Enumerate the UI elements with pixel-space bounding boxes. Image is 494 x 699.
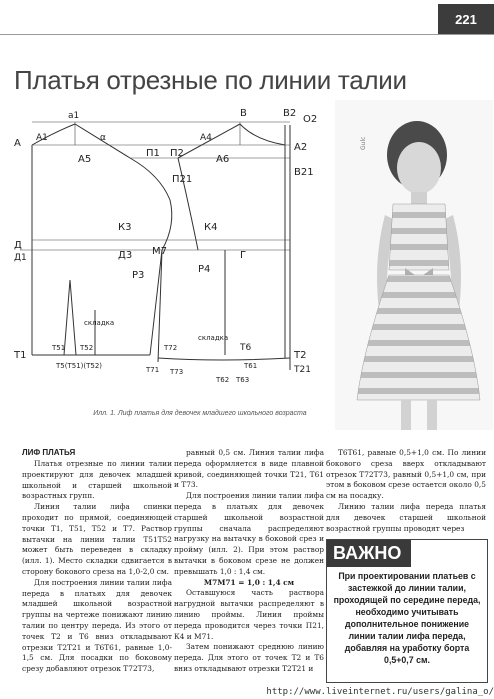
label-A4: A4 bbox=[200, 133, 212, 143]
text-column-3 bbox=[326, 448, 486, 534]
label-D: Д bbox=[14, 240, 22, 251]
label-P2: П2 bbox=[170, 148, 184, 159]
page-number: 221 bbox=[438, 4, 494, 34]
paragraph: Затем понижают среднюю линию переда. Для этого от точек Т2 и Т6 вниз откладывают отрезки Т2Т21 и bbox=[174, 642, 324, 673]
paragraph: Т6Т61, равные 0,5+1,0 см. По линии бокового среза вверх откладывают отрезок Т72Т73, равный 0,5+1,0 см, при этом в боковом срезе остается около 0,5 см на посадку. bbox=[326, 448, 486, 501]
label-T71: Т71 bbox=[146, 366, 160, 374]
paragraph: Платья отрезные по линии талии проектируют для девочек младшей школьной и старшей школьной возрастных групп. bbox=[22, 459, 172, 501]
paragraph: Для построения линии талии лифа переда в платьях для девочек старшей школьной возрастной группы сначала распределяют нагрузку на вытачку в боковой срез и пройму (илл. 2). При этом раствор вытачки в боковом срезе не должен превышать 1,0 : 1,4 см. bbox=[174, 491, 324, 576]
label-T72: Т72 bbox=[164, 344, 178, 352]
label-D1: Д1 bbox=[14, 253, 27, 263]
label-T1: Т1 bbox=[14, 350, 27, 361]
label-T61: Т61 bbox=[244, 362, 258, 370]
paragraph: Линию талии лифа переда платья для девочек старшей школьной возрастной группы проводят через bbox=[326, 501, 486, 533]
page-title: Платья отрезные по линии талии bbox=[14, 65, 407, 95]
label-D3: Д3 bbox=[118, 250, 133, 261]
label-K4: К4 bbox=[204, 222, 218, 233]
label-O2: O2 bbox=[303, 114, 318, 125]
paragraph: Линия талии лифа спинки проходит по прямой, соединяющей точки Т1, Т51, Т52 и Т7. Раствор вытачки на линии талии Т51Т52 может быть переведен в складку (илл. 1). Место складки сдвигается в сторону бокового среза на 1,0-2,0 см. bbox=[22, 502, 172, 576]
label-M7: М7 bbox=[152, 246, 167, 257]
label-A5: A5 bbox=[78, 154, 92, 165]
footer-url: http://www.liveinternet.ru/users/galina_o/ bbox=[266, 687, 494, 697]
paragraph: Для построения линии талии лифа переда в платьях для девочек младшей школьной возрастной группы на чертеже понижают линию талии по центру переда. Из этого от точек Т2 и Т6 вниз откладывают отрезки Т2Т21 и Т6Т61, равные 1,0-1,5 см. Для посадки по боковому срезу добавляют отрезок Т72Т73, bbox=[22, 577, 172, 674]
important-box bbox=[326, 539, 488, 683]
label-A6: A6 bbox=[216, 154, 230, 165]
label-T6: Т6 bbox=[240, 343, 252, 353]
label-A1: A1 bbox=[36, 133, 48, 143]
label-T52: Т52 bbox=[80, 344, 94, 352]
label-G: Г bbox=[240, 250, 247, 261]
bodice-draft-diagram bbox=[0, 100, 350, 410]
label-skladka-left: складка bbox=[84, 319, 115, 327]
important-box-title: ВАЖНО bbox=[327, 540, 411, 567]
label-A: A bbox=[14, 138, 21, 149]
label-T5-full: Т5(Т51)(Т52) bbox=[56, 362, 103, 370]
section-heading: ЛИФ ПЛАТЬЯ bbox=[22, 448, 76, 457]
important-box-text: При проектировании платьев с застежкой до линии талии, проходящей по середине переда, необходимо учитывать дополнительное понижение линии талии лифа переда, добавляя на уработку борта 0,5+0,7 см. bbox=[333, 571, 481, 665]
label-T62: Т62 bbox=[216, 376, 230, 384]
label-T21: Т21 bbox=[294, 365, 311, 375]
text-column-1 bbox=[22, 448, 172, 675]
label-T51: Т51 bbox=[52, 344, 66, 352]
photo-credit: Gulc bbox=[360, 136, 367, 150]
label-T63: Т63 bbox=[236, 376, 250, 384]
figure-caption: Илл. 1. Лиф платья для девочек младшего школьного возраста bbox=[93, 410, 307, 417]
paragraph: Оставшуюся часть раствора нагрудной вытачки распределяют в линию проймы. Линия проймы переда проводится через точки П21, К4 и М71. bbox=[174, 588, 324, 641]
label-P3: Р3 bbox=[132, 270, 145, 281]
photo-girl-dress bbox=[335, 100, 493, 430]
label-B21: B21 bbox=[294, 167, 314, 178]
label-skladka-right: складка bbox=[198, 334, 229, 342]
paragraph: равный 0,5 см. Линия талии лифа переда оформляется в виде плавной кривой, соединяющей точки Т21, Т61 и Т73. bbox=[174, 448, 324, 490]
label-T2: Т2 bbox=[294, 350, 307, 361]
top-rule bbox=[0, 34, 494, 35]
label-P1: П1 bbox=[146, 148, 160, 159]
label-A2: A2 bbox=[294, 142, 308, 153]
text-column-2 bbox=[174, 448, 324, 675]
label-B: B bbox=[240, 108, 247, 119]
label-K3: К3 bbox=[118, 222, 132, 233]
label-a1: a1 bbox=[68, 111, 80, 121]
formula: М7М71 = 1,0 : 1,4 см bbox=[203, 577, 295, 587]
label-T73: Т73 bbox=[170, 368, 184, 376]
label-alpha: α bbox=[100, 133, 106, 143]
label-B2: B2 bbox=[283, 108, 297, 119]
label-P21: П21 bbox=[172, 174, 193, 185]
label-P4: Р4 bbox=[198, 264, 211, 275]
